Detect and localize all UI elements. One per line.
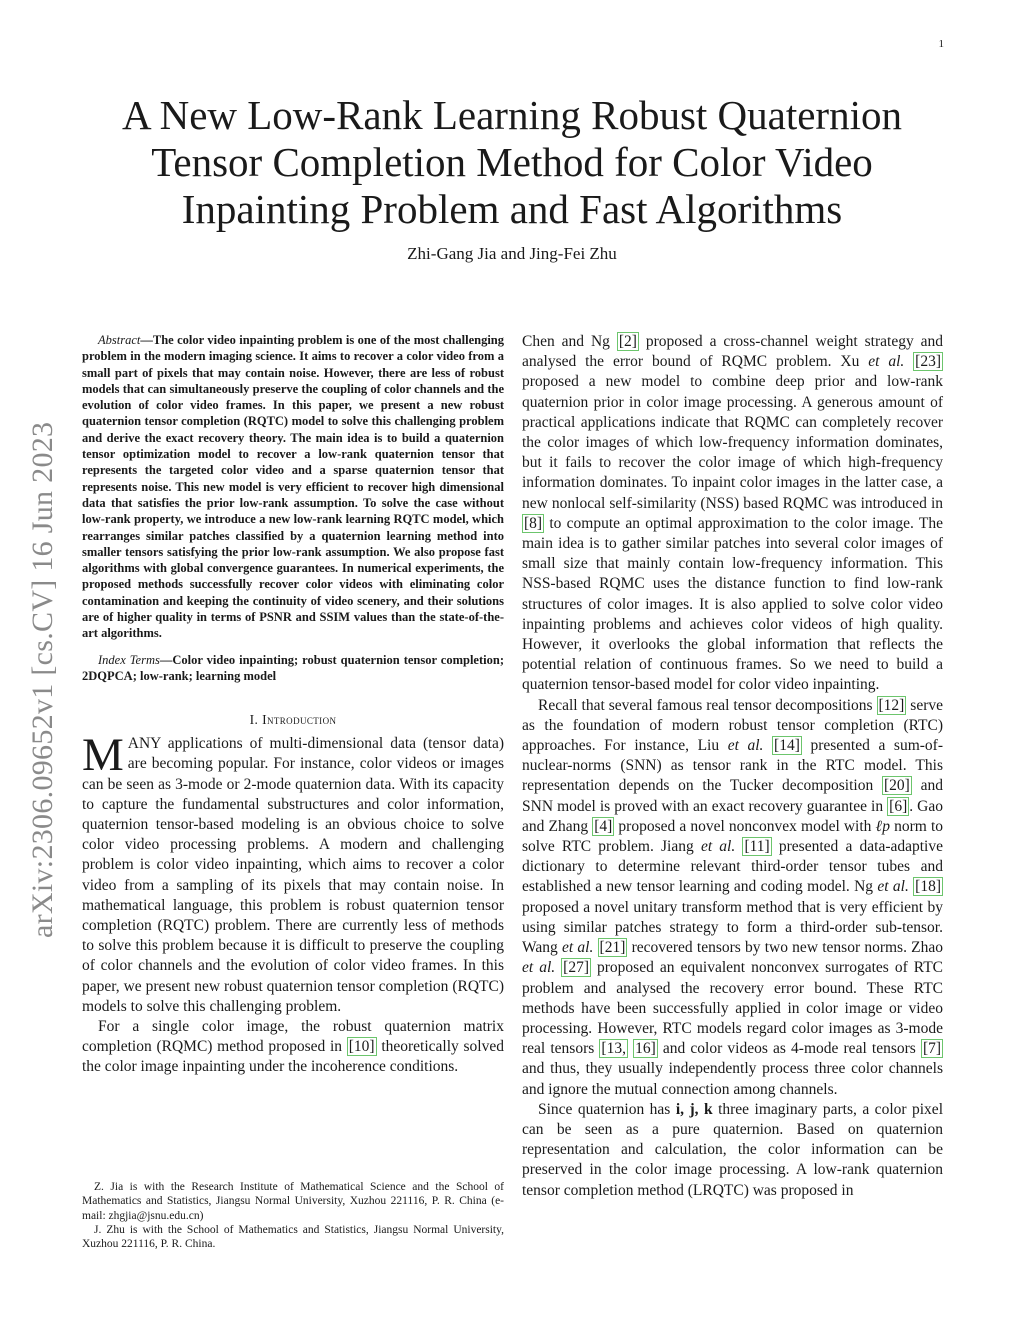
text-run: and color videos as 4-mode real tensors [657, 1040, 921, 1058]
text-run: Recall that several famous real tensor decompositions [538, 696, 877, 714]
citation-link[interactable]: [11] [744, 838, 770, 856]
text-run: For a single color image, the robust quaternion matrix completion (RQMC) method proposed in [82, 1018, 504, 1056]
text-run: proposed a cross-channel weight strategy and analysed the error bound of RQMC problem. Xu [522, 333, 944, 371]
text-run: presented a sum-of-nuclear-norms (SNN) as tensor rank in the RTC model. This representation depends on the Tucker decomposition [522, 737, 943, 795]
et-al: et al. [522, 959, 556, 977]
lp-symbol: ℓp [875, 817, 890, 835]
abstract [82, 332, 504, 642]
text-run: Since quaternion has [538, 1100, 676, 1118]
et-al: et al. [727, 737, 764, 755]
right-paragraph-1 [522, 332, 943, 696]
paper-title: A New Low-Rank Learning Robust Quaternion Tensor Completion Method for Color Video Inpainting Problem and Fast Algorithms [122, 92, 902, 232]
right-column [522, 332, 943, 1201]
abstract-lead: Abstract [98, 333, 141, 347]
et-al: et al. [700, 838, 736, 856]
et-al: et al. [877, 878, 909, 896]
citation-link[interactable]: [10] [348, 1038, 375, 1056]
index-terms [82, 652, 504, 685]
text-run: presented a data-adaptive dictionary to determine relevant third-order tensor tubes and established a new tensor learning and coding model. Ng [522, 838, 943, 896]
et-al: et al. [561, 939, 594, 957]
citation-link[interactable]: [21] [599, 939, 626, 957]
citation-link[interactable]: [8] [524, 514, 543, 532]
text-run: proposed a novel nonconvex model with [614, 817, 876, 835]
text-run: and SNN model is proved with an exact recovery guarantee in [522, 777, 943, 815]
citation-link[interactable]: [12] [878, 696, 905, 714]
intro-paragraph-1 [82, 729, 504, 1017]
index-terms-lead: Index Terms [98, 652, 160, 667]
left-column [82, 332, 504, 1078]
citation-link[interactable]: [23] [915, 353, 941, 371]
text-run: Chen and Ng [522, 333, 617, 350]
page-number: 1 [938, 38, 944, 50]
et-al: et al. [868, 353, 905, 371]
arxiv-stamp: arXiv:2306.09652v1 [cs.CV] 16 Jun 2023 [26, 421, 59, 938]
citation-link[interactable]: [4] [594, 817, 613, 835]
footnote: Z. Jia is with the Research Institute of Mathematical Science and the School of Mathematics and Statistics, Jiangsu Normal University, Xuzhou 221116, P. R. China (e-mail: zhgjia@jsnu.edu.cn) [82, 1181, 504, 1222]
text-run: recovered tensors by two new tensor norms. Zhao [627, 939, 943, 957]
text-run: to compute an optimal approximation to the color image. The main idea is to gather similar patches into several color images of small size that mainly contain low-frequency information. This NSS-based RQMC uses the distance function to find low-rank structures of color images. It is also applied to solve color video inpainting problems and achieves color videos of high quality. However, it overlooks the global information that reflects the potential relation of continuous frames. So we need to build a quaternion tensor-based model for color video inpainting. [522, 514, 943, 694]
text-run: proposed a new model to combine deep prior and low-rank quaternion prior in color image processing. A generous amount of practical applications indicate that RQMC can completely recover the color images of which low-frequency information dominates, but it fails to recover the color image of which high-frequency information dominates. To inpaint color images in the latter case, a new nonlocal self-similarity (NSS) based RQMC was introduced in [522, 373, 943, 512]
footnote: J. Zhu is with the School of Mathematics and Statistics, Jiangsu Normal University, Xuzhou 221116, P. R. China. [82, 1223, 504, 1251]
section-heading [82, 712, 504, 728]
quaternion-units: i, j, k [675, 1100, 713, 1118]
index-terms-text: —Color video inpainting; robust quaternion tensor completion; 2DQPCA; low-rank; learning model [82, 652, 504, 683]
text-run: serve as the foundation of modern robust tensor completion (RTC) approaches. For instance, Liu [522, 696, 943, 755]
abstract-text: —The color video inpainting problem is one of the most challenging problem in the modern imaging science. It aims to recover a color video from a small part of pixels that may contain noise. However, there are less of robust models that can simultaneously preserve the coupling of color channels and the evolution of color video frames. In this paper, we present a new robust quaternion tensor completion (RQTC) model to solve this challenging problem and derive the exact recovery theory. The main idea is to build a quaternion tensor optimization model to recover a low-rank quaternion tensor that represents the targeted color video and a sparse quaternion tensor that represents noise. This new model is very efficient to recover high dimensional data that satisfies the prior low-rank assumption. To solve the case without low-rank property, we introduce a new low-rank learning RQTC model, which rearranges similar patches classified by a quaternion learning method into smaller tensors satisfying the prior low-rank assumption. We also propose fast algorithms with global convergence guarantees. In numerical experiments, the proposed methods successfully recover color videos with eliminating color contamination and keeping the continuity of video scenery, and their solutions are of higher quality in terms of PSNR and SSIM values than the state-of-the-art algorithms. [82, 333, 504, 641]
text-run: . Gao and Zhang [522, 797, 943, 835]
citation-link[interactable]: [14] [774, 737, 800, 755]
section-number: I. [249, 712, 263, 728]
text-run: theoretically solved the color image inpainting under the incoherence conditions. [82, 1038, 504, 1076]
paper-authors: Zhi-Gang Jia and Jing-Fei Zhu [407, 244, 617, 263]
citation-link[interactable]: [7] [922, 1040, 942, 1058]
citation-link[interactable]: [20] [884, 777, 910, 795]
citation-link[interactable]: 16] [635, 1040, 656, 1058]
intro-paragraph-1-text: ANY applications of multi-dimensional data (tensor data) are becoming popular. For instance, color videos or images can be seen as 3-mode or 2-mode quaternion data. With its capacity to capture the fundamental substructures and color information, quaternion tensor-based modeling is an obvious choice to solve color video processing problems. A modern and challenging problem is color video inpainting, which aims to recover a color video from a sampling of its pixels that may contain noise. In mathematical language, this problem is robust quaternion tensor completion (RQTC) problem. There are currently less of methods to solve this problem because it is difficult to preserve the coupling of color channels and the evolution of color video frames. In this paper, we present new robust quaternion tensor completion (RQTC) models to solve this challenging problem. [82, 735, 504, 1015]
text-run: proposed a novel unitary transform method that is very efficient by using similar patches strategy to form a third-order sub-tensor. Wang [522, 898, 943, 957]
citation-link[interactable]: [6] [889, 797, 908, 815]
text-run: norm to solve RTC problem. Jiang [522, 817, 944, 856]
citation-link[interactable]: [18] [915, 878, 941, 896]
citation-link[interactable]: [27] [563, 959, 589, 977]
intro-paragraph-2 [82, 1017, 504, 1078]
text-run: and thus, they usually independently process three color channels and ignore the mutual connection among channels. [522, 1060, 943, 1098]
right-paragraph-3 [522, 1100, 943, 1201]
right-paragraph-2 [522, 696, 943, 1100]
text-run: three imaginary parts, a color pixel can be seen as a pure quaternion. Based on quaternion representation and calculation, the color information can be preserved in the color image processing. A low-rank quaternion tensor completion method (LRQTC) was proposed in [522, 1100, 943, 1199]
drop-cap: M [82, 729, 124, 782]
text-run: proposed an equivalent nonconvex surrogates of RTC problem and analysed the recovery error bound. These RTC methods have been successfully applied in color image or video processing. However, RTC models regard color images as 3-mode real tensors [522, 959, 943, 1058]
citation-link[interactable]: [2] [618, 333, 637, 350]
section-title: Introduction [262, 712, 337, 728]
footnotes [82, 1180, 504, 1251]
citation-link[interactable]: [13, [601, 1040, 626, 1058]
